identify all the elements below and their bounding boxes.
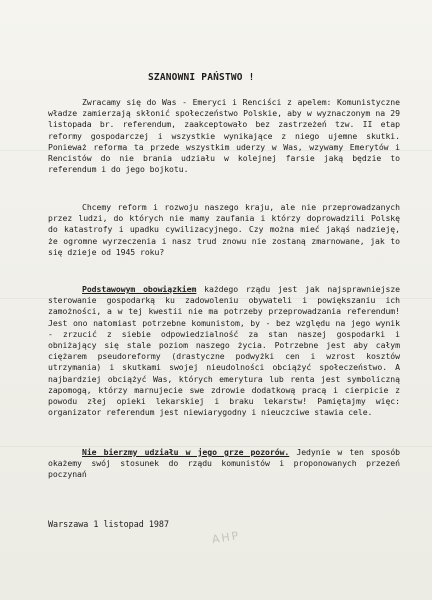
place-date-signature: Warszawa 1 listopad 1987 bbox=[48, 519, 170, 529]
paragraph-body: Jedynie w ten sposób okażemy swój stosunek do rządu komunistów i proponowanych przezeń poczynań bbox=[48, 447, 400, 480]
salutation-heading: SZANOWNI PAŃSTWO ! bbox=[148, 72, 255, 83]
underlined-phrase: Podstawowym obowiązkiem bbox=[82, 284, 197, 294]
paragraph-appeal bbox=[48, 97, 400, 175]
paragraph-boycott-call bbox=[48, 447, 400, 481]
paragraph-body: Chcemy reform i rozwoju naszego kraju, ale nie przeprowadzanych przez ludzi, do których nie mamy zaufania i którzy doprowadzili Polskę do katastrofy i upadku cywilizacyjnego. Czy można mieć jakąś nadzieję, że ogromne wyrzeczenia i nasz trud znowu nie zostaną zmarnowane, jak to się dzieje od 1945 roku? bbox=[48, 202, 400, 257]
underlined-phrase: Nie bierzmy udziału w jego grze pozorów. bbox=[82, 447, 290, 457]
paragraph-lead: Zwracamy się do Was - Emeryci i Renciści z apelem: bbox=[82, 97, 332, 107]
paragraph-body: każdego rządu jest jak najsprawniejsze sterowanie gospodarką ku zadowoleniu obywateli i powiększaniu ich zamożności, a w tej kwestii nie ma potrzeby przeprowadzania referendum! Jest ono natomiast potrzebne komunistom, by - bez względu na jego wynik - zrzucić z siebie odpowiedzialność za stan naszej gospodarki i obniżający się stale poziom naszego życia. Potrzebne jest aby całym ciężarem pseudoreformy (drastyczne podwyżki cen i wzrost kosztów utrzymania) i skutkami swojej nieudolności obciążyć społeczeństwo. A najbardziej obciążyć Was, których emerytura lub renta jest symboliczną zapomogą, którzy marnujecie swe zdrowie dodatkową pracą i cierpicie z powodu złej opieki lekarskiej i braku lekarstw! Pamiętajmy więc: organizator referendum jest niewiarygodny i nieuczciwe stawia cele. bbox=[48, 284, 400, 418]
paragraph-government-duty bbox=[48, 284, 400, 418]
archive-stamp: AHP bbox=[211, 528, 242, 547]
paragraph-reforms bbox=[48, 202, 400, 258]
paragraph-body: Komunistyczne władze zamierzają skłonić społeczeństwo Polskie, aby w wyznaczonym na 29 listopada br. referendum, zaakceptowało bez zastrzeżeń tzw. II etap reformy gospodarczej i wszystkie wynikające z niego ujemne skutki. Ponieważ reforma ta przede wszystkim uderzy w Was, wzywamy Emerytów i Rencistów do nie brania udziału w kolejnej farsie jaką będzie to referendum i do jego bojkotu. bbox=[48, 97, 400, 175]
